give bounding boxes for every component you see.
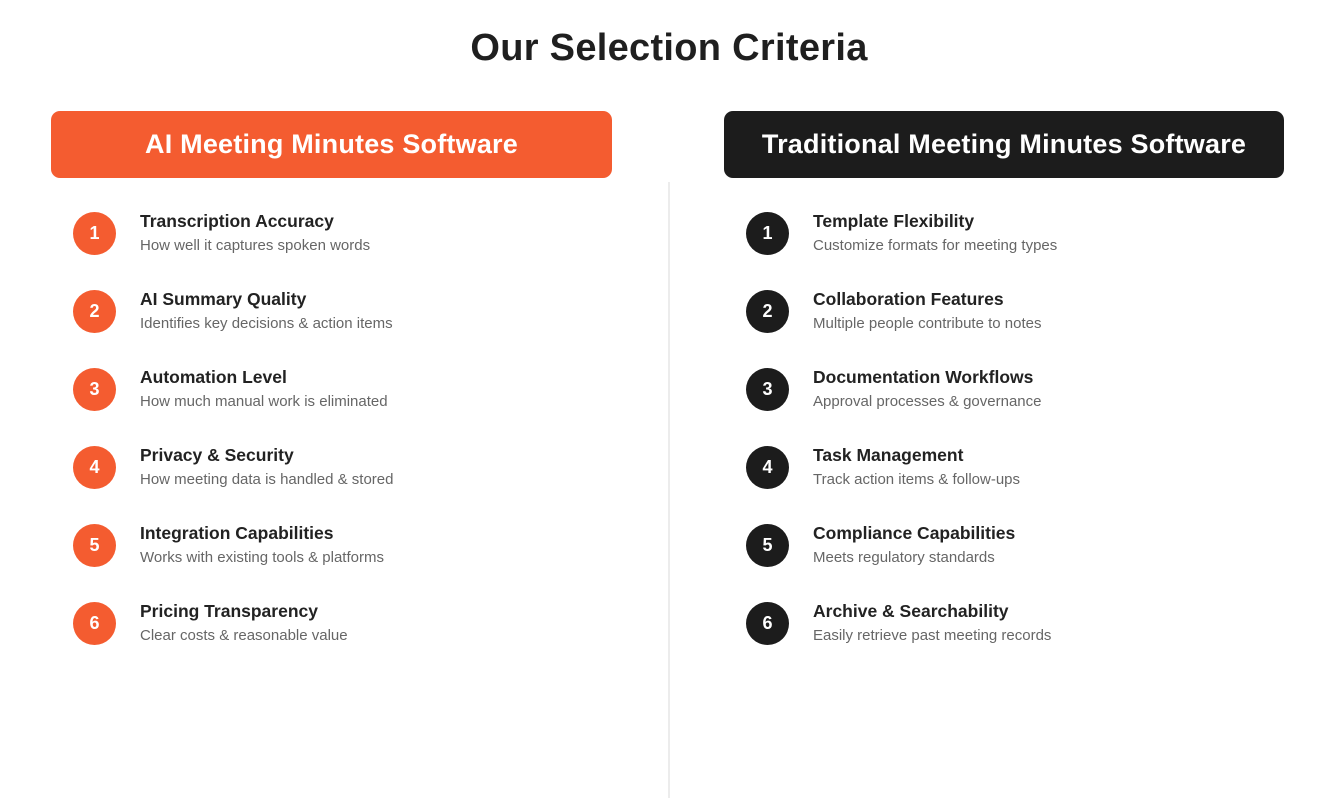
column-divider bbox=[668, 182, 670, 798]
list-item bbox=[0, 522, 669, 570]
item-title: Integration Capabilities bbox=[140, 523, 334, 544]
item-title: Documentation Workflows bbox=[813, 367, 1034, 388]
list-item bbox=[669, 522, 1338, 570]
item-title: AI Summary Quality bbox=[140, 289, 307, 310]
item-title: Privacy & Security bbox=[140, 445, 294, 466]
item-title: Pricing Transparency bbox=[140, 601, 318, 622]
list-item bbox=[669, 210, 1338, 258]
item-text bbox=[140, 211, 370, 255]
list-item bbox=[0, 366, 669, 414]
list-item bbox=[669, 288, 1338, 336]
item-title: Automation Level bbox=[140, 367, 287, 388]
item-number-badge: 4 bbox=[746, 446, 789, 489]
item-description: How much manual work is eliminated bbox=[140, 393, 388, 411]
list-item bbox=[0, 288, 669, 336]
item-number-badge: 3 bbox=[746, 368, 789, 411]
item-number-badge: 2 bbox=[73, 290, 116, 333]
comparison-columns bbox=[0, 72, 1338, 678]
item-text bbox=[140, 523, 384, 567]
page-title: Our Selection Criteria bbox=[470, 27, 868, 69]
item-number-badge: 5 bbox=[746, 524, 789, 567]
item-number-badge: 2 bbox=[746, 290, 789, 333]
item-text bbox=[140, 367, 388, 411]
column-traditional-software bbox=[669, 72, 1338, 678]
item-text bbox=[140, 445, 393, 489]
item-text bbox=[813, 601, 1051, 645]
item-description: Track action items & follow-ups bbox=[813, 471, 1021, 489]
item-title: Collaboration Features bbox=[813, 289, 1004, 310]
item-description: Customize formats for meeting types bbox=[813, 237, 1058, 255]
item-title: Archive & Searchability bbox=[813, 601, 1009, 622]
item-description: How well it captures spoken words bbox=[140, 237, 371, 255]
item-number-badge: 6 bbox=[746, 602, 789, 645]
item-number-badge: 1 bbox=[73, 212, 116, 255]
item-description: Works with existing tools & platforms bbox=[140, 549, 384, 567]
list-item bbox=[0, 210, 669, 258]
traditional-criteria-list bbox=[669, 210, 1338, 648]
item-number-badge: 5 bbox=[73, 524, 116, 567]
list-item bbox=[0, 444, 669, 492]
column-header-ai: AI Meeting Minutes Software bbox=[51, 111, 612, 178]
list-item bbox=[669, 600, 1338, 648]
column-ai-software bbox=[0, 72, 669, 678]
item-title: Template Flexibility bbox=[813, 211, 975, 232]
item-description: How meeting data is handled & stored bbox=[140, 471, 394, 489]
item-description: Identifies key decisions & action items bbox=[140, 315, 393, 333]
item-description: Multiple people contribute to notes bbox=[813, 315, 1042, 333]
list-item bbox=[669, 444, 1338, 492]
item-number-badge: 4 bbox=[73, 446, 116, 489]
item-title: Compliance Capabilities bbox=[813, 523, 1016, 544]
item-description: Approval processes & governance bbox=[813, 393, 1042, 411]
item-title: Task Management bbox=[813, 445, 964, 466]
list-item bbox=[0, 600, 669, 648]
item-text bbox=[813, 289, 1041, 333]
item-text bbox=[813, 445, 1020, 489]
list-item bbox=[669, 366, 1338, 414]
item-description: Easily retrieve past meeting records bbox=[813, 627, 1052, 645]
item-number-badge: 1 bbox=[746, 212, 789, 255]
ai-criteria-list bbox=[0, 210, 669, 648]
item-description: Meets regulatory standards bbox=[813, 549, 995, 567]
item-title: Transcription Accuracy bbox=[140, 211, 334, 232]
column-header-traditional: Traditional Meeting Minutes Software bbox=[724, 111, 1284, 178]
item-number-badge: 3 bbox=[73, 368, 116, 411]
item-text bbox=[140, 289, 393, 333]
item-number-badge: 6 bbox=[73, 602, 116, 645]
item-text bbox=[813, 211, 1057, 255]
item-text bbox=[813, 523, 1015, 567]
item-text bbox=[140, 601, 348, 645]
item-description: Clear costs & reasonable value bbox=[140, 627, 348, 645]
item-text bbox=[813, 367, 1041, 411]
